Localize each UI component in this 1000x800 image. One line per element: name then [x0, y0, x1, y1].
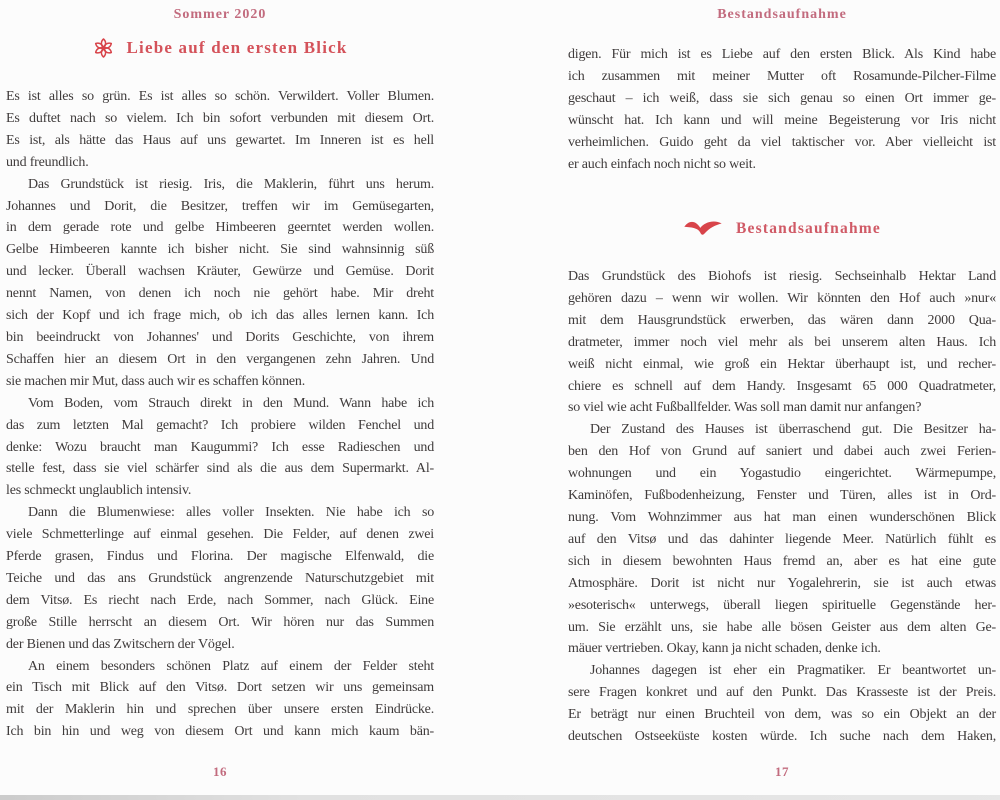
text-line: in dem gerade rote und gelbe Himbeeren geerntet werden wollen. [6, 220, 434, 236]
chapter-heading [6, 36, 434, 60]
text-line: ich zusammen mit meiner Mutter oft Rosamunde-Pilcher-Filme [568, 68, 996, 84]
paragraph [6, 502, 434, 655]
text-line: deutschen Ostseeküste kosten würde. Ich suche nach dem Haken, [568, 729, 996, 745]
running-header-right: Bestandsaufnahme [717, 7, 847, 22]
paragraph [6, 393, 434, 503]
text-line: bin beeindruckt von Johannes' und Dorits Geschichte, von ihrem [6, 329, 434, 345]
left-page [6, 0, 434, 800]
text-line: Ich bin hin und weg von diesem Ort und kann mich kaum bän- [6, 724, 434, 740]
text-line: Teiche und das ans Grundstück angrenzende Naturschutzgebiet mit [6, 570, 434, 586]
text-line: »esoterisch« unterwegs, überall liegen spirituelle Gegenstände her- [568, 597, 996, 613]
text-line: nung. Vom Wohnzimmer aus hat man einen wunderschönen Blick [568, 509, 996, 525]
text-line: Das Grundstück des Biohofs ist riesig. Sechseinhalb Hektar Land [568, 269, 996, 284]
text-line: wohnungen und ein Yogastudio eingerichtet. Wärmepumpe, [568, 466, 996, 482]
text-line: und lecker. Überall wachsen Kräuter, Gewürze und Gemüse. Dorit [6, 264, 434, 280]
right-intro-text [568, 44, 996, 175]
text-line: viele Schmetterlinge auf einmal gesehen. Die Felder, auf denen zwei [6, 527, 434, 543]
text-line: dratmeter, immer noch viel mehr als bei unserem alten Haus. Ich [568, 334, 996, 350]
paragraph [568, 266, 996, 419]
text-line: auf den Vitsø und das dahinter liegende Meer. Natürlich fühlt es [568, 531, 996, 547]
text-line: und freundlich. [6, 154, 89, 170]
text-line: chiere es schnell auf dem Handy. Insgesamt 65 000 Quadratmeter, [568, 378, 996, 394]
text-line: Es duftet nach so vielem. Ich bin sofort verbunden mit diesem Ort. [6, 110, 434, 126]
paragraph [568, 660, 996, 748]
text-line: sich in diesem bewohnten Haus fremd an, aber es hat eine gute [568, 553, 996, 569]
text-line: Das Grundstück ist riesig. Iris, die Maklerin, führt uns herum. [28, 176, 434, 192]
running-header-left: Sommer 2020 [173, 7, 267, 22]
text-line: mit der Maklerin hin und sprechen über unsere ersten Eindrücke. [6, 702, 434, 718]
text-line: sich der Kopf und ich frage mich, ob ich das alles lernen kann. Ich [6, 308, 434, 324]
text-line: um. Sie erzählt uns, sie habe alle bösen Geister aus dem alten Ge- [568, 619, 996, 635]
page-bottom-edge [0, 795, 1000, 800]
paragraph [6, 174, 434, 393]
text-line: Johannes dagegen ist eher ein Pragmatiker. Er beantwortet un- [590, 663, 996, 679]
text-line: geschaut – ich weiß, dass sie sich genau so einen Ort immer ge- [568, 90, 996, 106]
text-line: Der Zustand des Hauses ist überraschend gut. Die Besitzer ha- [590, 422, 996, 438]
text-line: Er beträgt nur einen Bruchteil von dem, was so ein Objekt an der [568, 707, 996, 723]
text-line: mäuer vertrieben. Okay, kann ja nicht schaden, denke ich. [568, 641, 881, 657]
text-line: Pferde grasen, Findus und Florina. Der magische Elfenwald, die [6, 549, 434, 565]
right-main-text [568, 266, 996, 748]
text-line: Es ist, als hätte das Haus auf uns gewartet. Im Inneren ist es hell [6, 132, 434, 148]
text-line: Atmosphäre. Dorit ist nicht nur Yogalehrerin, sie ist auch etwas [568, 575, 996, 591]
text-line: Gelbe Himbeeren kannte ich bisher nicht. Sie sind wahnsinnig süß [6, 242, 434, 258]
text-line: dem Vitsø. Es riecht nach Erde, nach Sommer, nach Glück. Eine [6, 592, 434, 608]
text-line: les schmeckt unglaublich intensiv. [6, 483, 192, 499]
left-body-text [6, 86, 434, 743]
text-line: große Stille herrscht an diesem Ort. Wir hören nur das Summen [6, 614, 434, 630]
right-page [568, 0, 996, 800]
text-line: ben den Hof von Grund auf saniert und dabei auch zwei Ferien- [568, 444, 996, 460]
text-line: Kaminöfen, Fußbodenheizung, Fenster und Türen, alles ist in Ord- [568, 488, 996, 504]
text-line: wünscht hat. Ich kann und will meine Begeisterung vor Iris nicht [568, 112, 996, 128]
text-line: das zum letzten Mal gemacht? Ich probiere wilden Fenchel und [6, 417, 434, 433]
text-line: ein Tisch mit Blick auf den Vitsø. Dort setzen wir uns gemeinsam [6, 680, 434, 696]
bird-icon [683, 218, 723, 240]
paragraph [568, 44, 996, 175]
text-line: verheimlichen. Guido geht da viel taktischer vor. Aber vielleicht ist [568, 134, 996, 150]
text-line: Vom Boden, vom Strauch direkt in den Mund. Wann habe ich [28, 395, 434, 411]
section-heading [568, 218, 996, 240]
text-line: An einem besonders schönen Platz auf einem der Felder steht [28, 658, 434, 674]
text-line: stelle fest, dass sie viel schärfer sind als die aus dem Supermarkt. Al- [6, 461, 434, 477]
text-line: er auch einfach noch nicht so weit. [568, 156, 756, 172]
text-line: sere Fragen konkret und auf den Punkt. Das Krasseste ist der Preis. [568, 685, 996, 701]
text-line: so viel wie acht Fußballfelder. Was soll man damit nur anfangen? [568, 400, 922, 416]
paragraph [568, 419, 996, 660]
text-line: nennt Namen, von denen ich noch nie gehört habe. Mir dreht [6, 286, 434, 302]
text-line: Dann die Blumenwiese: alles voller Insekten. Nie habe ich so [28, 505, 434, 521]
text-line: digen. Für mich ist es Liebe auf den ersten Blick. Als Kind habe [568, 47, 996, 62]
text-line: gehören dazu – wenn wir wollen. Wir könnten den Hof auch »nur« [568, 290, 996, 306]
text-line: weiß nicht einmal, wie groß ein Hektar überhaupt ist, und recher- [568, 356, 996, 372]
text-line: der Bienen und das Zwitschern der Vögel. [6, 636, 235, 652]
page-number-left: 16 [213, 764, 227, 779]
chapter-heading-label: Liebe auf den ersten Blick [126, 38, 348, 57]
text-line: denke: Wozu braucht man Kaugummi? Ich esse Radieschen und [6, 439, 434, 455]
text-line: Schaffen hier an diesem Ort in den vergangenen zehn Jahren. Und [6, 351, 434, 367]
text-line: sie machen mir Mut, dass auch wir es schaffen können. [6, 373, 305, 389]
text-line: Es ist alles so grün. Es ist alles so schön. Verwildert. Voller Blumen. [6, 89, 434, 104]
text-line: mit dem Hausgrundstück erwerben, das wären dann 2000 Qua- [568, 312, 996, 328]
flower-icon [92, 36, 115, 60]
paragraph [6, 656, 434, 744]
text-line: Johannes und Dorit, die Besitzer, treffen wir im Gemüsegarten, [6, 198, 434, 214]
section-heading-label: Bestandsaufnahme [736, 220, 881, 237]
paragraph [6, 86, 434, 174]
page-number-right: 17 [775, 764, 789, 779]
